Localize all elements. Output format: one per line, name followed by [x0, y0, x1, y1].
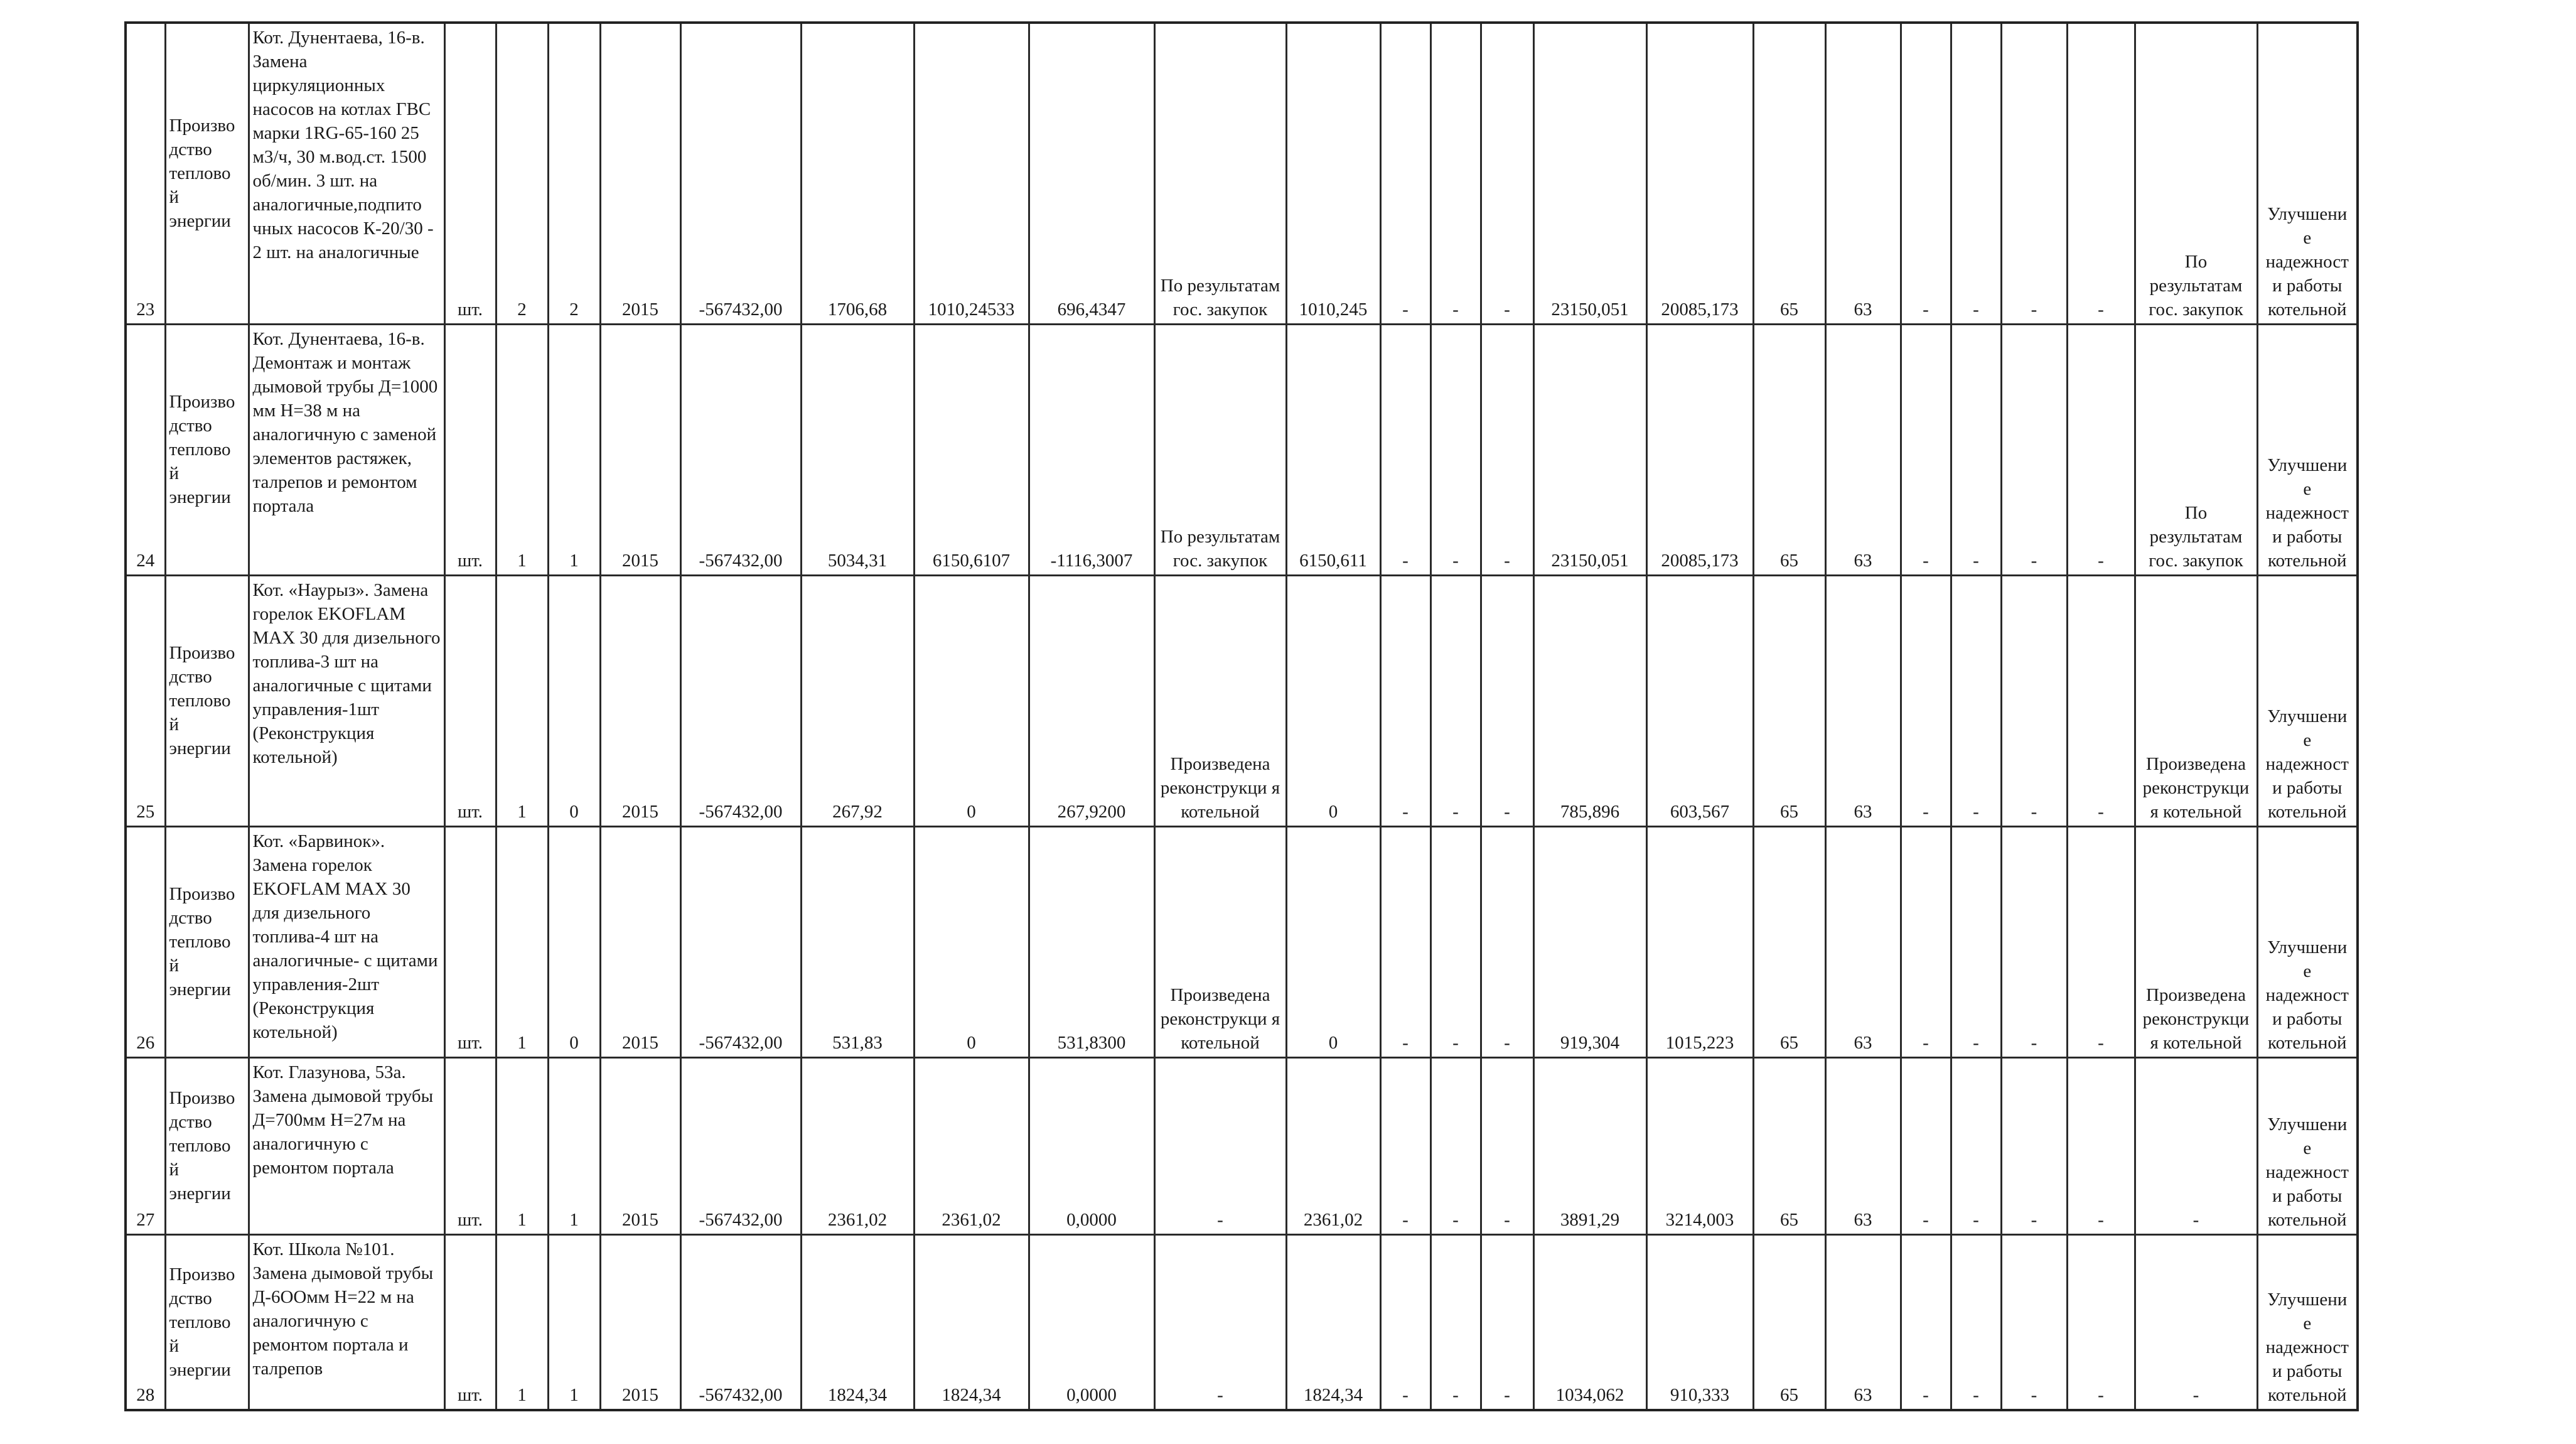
table-cell-c15: 20085,173 — [1646, 324, 1753, 575]
table-cell-c15: 603,567 — [1646, 575, 1753, 826]
table-cell-c5: -567432,00 — [680, 826, 801, 1057]
table-cell-desc: Кот. Дунентаева, 16-в. Демонтаж и монтаж дымовой трубы Д=1000 мм Н=38 м на аналогичную с заменой элементов растяжек, талрепов и ремонтом портала — [249, 324, 444, 575]
table-cell-year: 2015 — [600, 1234, 680, 1410]
table-cell-desc: Кот. «Барвинок». Замена горелок EKOFLAM MAX 30 для дизельного топлива-4 шт на аналогичные- с щитами управления-2шт (Реконструкция котельной) — [249, 826, 444, 1057]
table-cell-c14: 23150,051 — [1533, 23, 1646, 324]
table-cell-year: 2015 — [600, 1057, 680, 1234]
table-cell-c15: 3214,003 — [1646, 1057, 1753, 1234]
table-cell-c22: - — [2135, 1234, 2257, 1410]
investment-program-table — [124, 21, 2359, 1411]
table-cell-c13: - — [1481, 1057, 1533, 1234]
table-cell-type: Произво дство теплово й энергии — [165, 575, 249, 826]
table-cell-c20: - — [2001, 1057, 2067, 1234]
table-cell-plan_qty: 1 — [496, 575, 548, 826]
table-cell-unit: шт. — [444, 826, 496, 1057]
table-cell-c7: 0 — [914, 826, 1029, 1057]
table-cell-c19: - — [1951, 1234, 2001, 1410]
table-cell-c11: - — [1380, 1234, 1430, 1410]
table-cell-c7: 2361,02 — [914, 1057, 1029, 1234]
table-cell-c23: Улучшени е надежност и работы котельной — [2257, 575, 2358, 826]
table-cell-c21: - — [2067, 23, 2135, 324]
table-cell-c7: 1824,34 — [914, 1234, 1029, 1410]
table-cell-c13: - — [1481, 575, 1533, 826]
table-cell-c16: 65 — [1753, 1234, 1825, 1410]
table-cell-c17: 63 — [1825, 575, 1901, 826]
table-cell-c19: - — [1951, 324, 2001, 575]
table-cell-fact_qty: 1 — [548, 1234, 600, 1410]
table-cell-c22: - — [2135, 1057, 2257, 1234]
table-cell-c10: 6150,611 — [1286, 324, 1380, 575]
table-cell-fact_qty: 2 — [548, 23, 600, 324]
table-cell-c6: 531,83 — [801, 826, 914, 1057]
table-cell-c15: 910,333 — [1646, 1234, 1753, 1410]
table-row — [126, 575, 2358, 826]
table-cell-c11: - — [1380, 324, 1430, 575]
table-cell-c8: -1116,3007 — [1029, 324, 1154, 575]
table-cell-c23: Улучшени е надежност и работы котельной — [2257, 826, 2358, 1057]
table-cell-year: 2015 — [600, 23, 680, 324]
table-row — [126, 23, 2358, 324]
table-cell-c5: -567432,00 — [680, 1234, 801, 1410]
table-cell-c11: - — [1380, 575, 1430, 826]
table-row — [126, 826, 2358, 1057]
table-cell-c7: 1010,24533 — [914, 23, 1029, 324]
table-cell-c6: 1706,68 — [801, 23, 914, 324]
table-cell-c6: 1824,34 — [801, 1234, 914, 1410]
table-cell-num: 26 — [126, 826, 165, 1057]
table-cell-type: Произво дство теплово й энергии — [165, 1234, 249, 1410]
table-cell-c23: Улучшени е надежност и работы котельной — [2257, 1057, 2358, 1234]
table-cell-c17: 63 — [1825, 1057, 1901, 1234]
table-cell-plan_qty: 1 — [496, 1234, 548, 1410]
table-cell-desc: Кот. «Наурыз». Замена горелок EKOFLAM MAX 30 для дизельного топлива-3 шт на аналогичные с щитами управления-1шт (Реконструкция котельной) — [249, 575, 444, 826]
table-cell-c12: - — [1430, 23, 1481, 324]
table-cell-c10: 0 — [1286, 575, 1380, 826]
table-cell-c12: - — [1430, 826, 1481, 1057]
table-cell-c20: - — [2001, 324, 2067, 575]
table-cell-c12: - — [1430, 1234, 1481, 1410]
table-cell-type: Произво дство теплово й энергии — [165, 23, 249, 324]
table-cell-c10: 0 — [1286, 826, 1380, 1057]
table-cell-c9: По результатам гос. закупок — [1154, 324, 1286, 575]
table-cell-unit: шт. — [444, 324, 496, 575]
table-cell-c7: 6150,6107 — [914, 324, 1029, 575]
table-cell-c16: 65 — [1753, 324, 1825, 575]
table-cell-c9: Произведена реконструкци я котельной — [1154, 826, 1286, 1057]
table-cell-c23: Улучшени е надежност и работы котельной — [2257, 324, 2358, 575]
table-cell-c20: - — [2001, 1234, 2067, 1410]
table-cell-c12: - — [1430, 575, 1481, 826]
table-cell-c18: - — [1901, 324, 1951, 575]
table-cell-c13: - — [1481, 23, 1533, 324]
table-cell-type: Произво дство теплово й энергии — [165, 826, 249, 1057]
table-cell-c16: 65 — [1753, 826, 1825, 1057]
table-cell-c13: - — [1481, 826, 1533, 1057]
table-cell-c18: - — [1901, 1234, 1951, 1410]
table-cell-c8: 267,9200 — [1029, 575, 1154, 826]
table-cell-c19: - — [1951, 23, 2001, 324]
table-cell-c19: - — [1951, 575, 2001, 826]
table-cell-c22: Произведена реконструкци я котельной — [2135, 575, 2257, 826]
table-cell-c10: 2361,02 — [1286, 1057, 1380, 1234]
table-cell-c20: - — [2001, 826, 2067, 1057]
table-cell-c8: 0,0000 — [1029, 1057, 1154, 1234]
table-cell-c18: - — [1901, 826, 1951, 1057]
table-cell-num: 25 — [126, 575, 165, 826]
table-cell-c17: 63 — [1825, 1234, 1901, 1410]
table-cell-c16: 65 — [1753, 1057, 1825, 1234]
table-cell-fact_qty: 1 — [548, 1057, 600, 1234]
table-cell-unit: шт. — [444, 575, 496, 826]
table-cell-c17: 63 — [1825, 324, 1901, 575]
table-cell-c9: - — [1154, 1234, 1286, 1410]
table-cell-c19: - — [1951, 826, 2001, 1057]
table-cell-c17: 63 — [1825, 23, 1901, 324]
table-cell-c18: - — [1901, 1057, 1951, 1234]
table-cell-c16: 65 — [1753, 575, 1825, 826]
table-cell-c21: - — [2067, 324, 2135, 575]
table-cell-c21: - — [2067, 575, 2135, 826]
table-cell-year: 2015 — [600, 826, 680, 1057]
table-cell-c14: 3891,29 — [1533, 1057, 1646, 1234]
table-cell-c14: 919,304 — [1533, 826, 1646, 1057]
table-cell-type: Произво дство теплово й энергии — [165, 324, 249, 575]
table-cell-c9: По результатам гос. закупок — [1154, 23, 1286, 324]
table-cell-c18: - — [1901, 23, 1951, 324]
table-cell-unit: шт. — [444, 1234, 496, 1410]
table-cell-num: 28 — [126, 1234, 165, 1410]
table-cell-c8: 531,8300 — [1029, 826, 1154, 1057]
table-cell-c23: Улучшени е надежност и работы котельной — [2257, 1234, 2358, 1410]
table-cell-c15: 1015,223 — [1646, 826, 1753, 1057]
table-cell-c20: - — [2001, 23, 2067, 324]
table-cell-c19: - — [1951, 1057, 2001, 1234]
table-row — [126, 1057, 2358, 1234]
table-cell-c13: - — [1481, 324, 1533, 575]
table-cell-c8: 0,0000 — [1029, 1234, 1154, 1410]
table-cell-c11: - — [1380, 23, 1430, 324]
table-cell-num: 23 — [126, 23, 165, 324]
table-cell-year: 2015 — [600, 575, 680, 826]
table-cell-c5: -567432,00 — [680, 1057, 801, 1234]
table-row — [126, 324, 2358, 575]
table-cell-c21: - — [2067, 1057, 2135, 1234]
table-cell-c10: 1824,34 — [1286, 1234, 1380, 1410]
table-cell-plan_qty: 1 — [496, 1057, 548, 1234]
table-cell-c13: - — [1481, 1234, 1533, 1410]
table-cell-c23: Улучшени е надежност и работы котельной — [2257, 23, 2358, 324]
table-cell-unit: шт. — [444, 1057, 496, 1234]
table-cell-fact_qty: 0 — [548, 826, 600, 1057]
table-cell-c22: По результатам гос. закупок — [2135, 324, 2257, 575]
table-cell-c20: - — [2001, 575, 2067, 826]
table-cell-fact_qty: 0 — [548, 575, 600, 826]
table-cell-plan_qty: 1 — [496, 324, 548, 575]
table-cell-year: 2015 — [600, 324, 680, 575]
table-cell-c22: Произведена реконструкци я котельной — [2135, 826, 2257, 1057]
table-cell-type: Произво дство теплово й энергии — [165, 1057, 249, 1234]
table-cell-c6: 267,92 — [801, 575, 914, 826]
table-cell-c6: 5034,31 — [801, 324, 914, 575]
table-cell-plan_qty: 1 — [496, 826, 548, 1057]
table-cell-c21: - — [2067, 826, 2135, 1057]
table-cell-c5: -567432,00 — [680, 575, 801, 826]
table-cell-c15: 20085,173 — [1646, 23, 1753, 324]
table-cell-c21: - — [2067, 1234, 2135, 1410]
table-cell-desc: Кот. Дунентаева, 16-в. Замена циркуляционных насосов на котлах ГВС марки 1RG-65-160 25 м3/ч, 30 м.вод.ст. 1500 об/мин. 3 шт. на аналогичные,подпито чных насосов К-20/30 - 2 шт. на аналогичные — [249, 23, 444, 324]
table-cell-c10: 1010,245 — [1286, 23, 1380, 324]
table-cell-c14: 1034,062 — [1533, 1234, 1646, 1410]
table-cell-c11: - — [1380, 1057, 1430, 1234]
table-cell-desc: Кот. Школа №101. Замена дымовой трубы Д-6ООмм Н=22 м на аналогичную с ремонтом портала и талрепов — [249, 1234, 444, 1410]
table-cell-c22: По результатам гос. закупок — [2135, 23, 2257, 324]
table-cell-plan_qty: 2 — [496, 23, 548, 324]
table-cell-c12: - — [1430, 1057, 1481, 1234]
table-cell-unit: шт. — [444, 23, 496, 324]
table-cell-fact_qty: 1 — [548, 324, 600, 575]
table-cell-c16: 65 — [1753, 23, 1825, 324]
table-cell-c12: - — [1430, 324, 1481, 575]
table-cell-c9: Произведена реконструкци я котельной — [1154, 575, 1286, 826]
table-cell-c17: 63 — [1825, 826, 1901, 1057]
table-row — [126, 1234, 2358, 1410]
table-cell-c8: 696,4347 — [1029, 23, 1154, 324]
table-cell-c11: - — [1380, 826, 1430, 1057]
table-cell-c14: 785,896 — [1533, 575, 1646, 826]
table-cell-c5: -567432,00 — [680, 23, 801, 324]
table-cell-c9: - — [1154, 1057, 1286, 1234]
table-cell-c14: 23150,051 — [1533, 324, 1646, 575]
table-cell-c18: - — [1901, 575, 1951, 826]
table-cell-c7: 0 — [914, 575, 1029, 826]
table-cell-desc: Кот. Глазунова, 53а. Замена дымовой трубы Д=700мм Н=27м на аналогичную с ремонтом портала — [249, 1057, 444, 1234]
table-cell-c6: 2361,02 — [801, 1057, 914, 1234]
table-cell-num: 24 — [126, 324, 165, 575]
table-cell-c5: -567432,00 — [680, 324, 801, 575]
table-cell-num: 27 — [126, 1057, 165, 1234]
